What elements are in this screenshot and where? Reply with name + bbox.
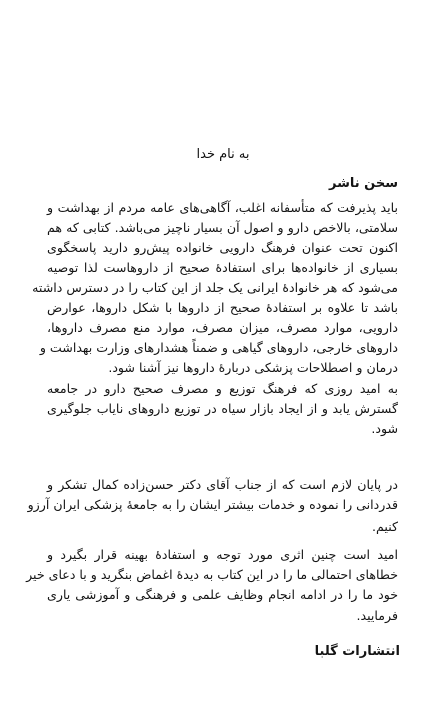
paragraph-line: فرمایید. <box>356 608 398 623</box>
paragraph-line: شود. <box>371 421 398 436</box>
paragraph-line: گسترش یابد و از ایجاد بازار سیاه در توزیع داروهای نایاب جلوگیری <box>47 401 398 416</box>
paragraph-line: به امید روزی که فرهنگ توزیع و مصرف صحیح دارو در جامعه <box>47 381 398 396</box>
paragraph-line: امید است چنین اثری مورد توجه و استفادهٔ بهینه قرار بگیرد و <box>47 547 398 562</box>
paragraph-line: کنیم. <box>372 519 398 534</box>
paragraph-line: دارویی، موارد مصرف، میزان مصرف، موارد منع مصرف داروها، <box>47 320 398 335</box>
publisher-signature: انتشارات گلبا <box>314 644 400 659</box>
paragraph-line: باید پذیرفت که متأسفانه اغلب، آگاهی‌های عامه مردم از بهداشت و <box>47 200 398 215</box>
paragraph-line: سلامتی، بالاخص دارو و اصول آن بسیار ناچیز می‌باشد. کتابی که هم <box>47 220 398 235</box>
paragraph-line: قدردانی را نموده و خدمات بیشتر ایشان را به جامعهٔ پزشکی ایران آرزو <box>27 497 398 512</box>
paragraph-line: خطاهای احتمالی ما را در این کتاب به دیدهٔ اغماض بنگرید و با دعای خیر <box>26 567 398 582</box>
paragraph-line: خود ما را در ادامه انجام وظایف علمی و فرهنگی و آموزشی یاری <box>47 587 398 602</box>
paragraph-line: در پایان لازم است که از جناب آقای دکتر حسن‌زاده کمال تشکر و <box>47 477 398 492</box>
paragraph-line: درمان و اصطلاحات پزشکی دربارهٔ داروها نیز آشنا شود. <box>108 360 398 375</box>
section-heading: سخن ناشر <box>328 176 398 191</box>
paragraph-line: داروهای خارجی، داروهای گیاهی و ضمناً هشدارهای وزارت بهداشت و <box>39 340 398 355</box>
paragraph-line: اکنون تحت عنوان فرهنگ دارویی خانواده پیش‌رو دارید پاسخگوی <box>47 240 398 255</box>
page-title: به نام خدا <box>196 147 250 162</box>
paragraph-line: می‌شود که هر خانوادهٔ ایرانی یک جلد از این کتاب را در دسترس داشته <box>32 280 398 295</box>
paragraph-line: باشد تا علاوه بر استفادهٔ صحیح از داروها با شکل داروها، عوارض <box>47 300 398 315</box>
paragraph-line: بسیاری از خانواده‌ها برای استفادهٔ صحیح از داروهاست لذا توصیه <box>47 260 398 275</box>
